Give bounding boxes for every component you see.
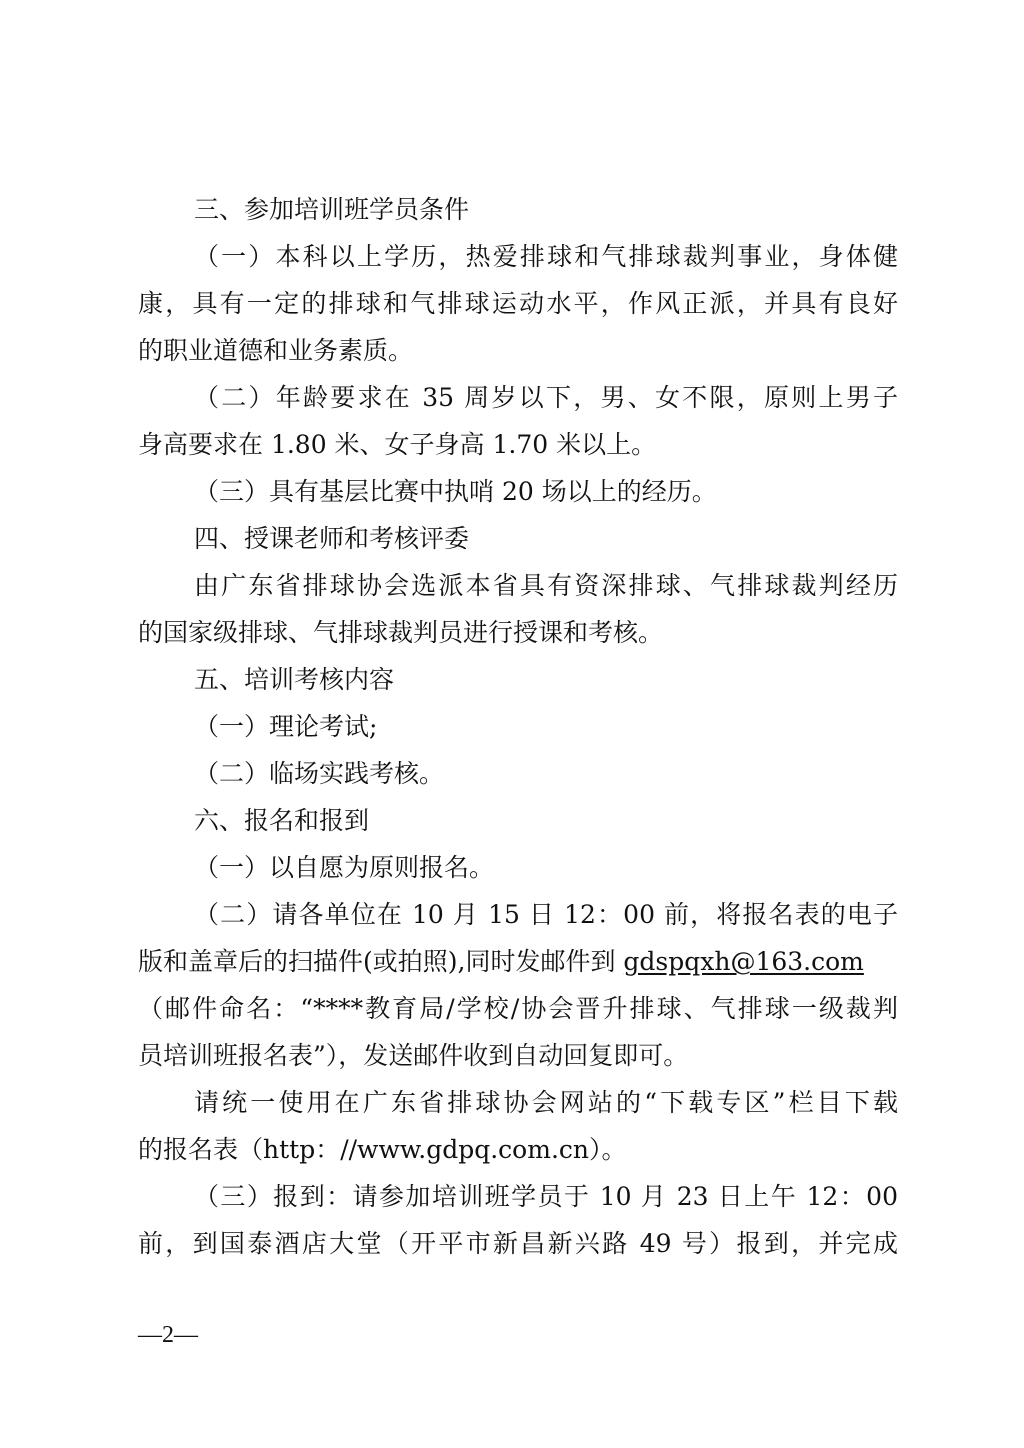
paragraph-6-3	[138, 1079, 898, 1173]
page-number: —2—	[138, 1322, 198, 1348]
paragraph-line: 身高要求在 1.80 米、女子身高 1.70 米以上。	[138, 430, 657, 459]
paragraph-line: （一）本科以上学历，热爱排球和气排球裁判事业，身体健	[194, 242, 898, 271]
section-heading-5: 五、培训考核内容	[194, 665, 395, 694]
paragraph-line: （三）报到：请参加培训班学员于 10 月 23 日上午 12：00	[194, 1182, 898, 1211]
section-heading-6: 六、报名和报到	[194, 806, 370, 835]
paragraph-6-1	[138, 844, 898, 891]
paragraph-line: 的职业道德和业务素质。	[138, 336, 414, 365]
paragraph-line: （一）以自愿为原则报名。	[194, 853, 495, 882]
paragraph-4-1	[138, 562, 898, 656]
paragraph-line: （二）年龄要求在 35 周岁以下，男、女不限，原则上男子	[194, 383, 898, 412]
paragraph-5-1	[138, 703, 898, 750]
paragraph-line: 请统一使用在广东省排球协会网站的“下载专区”栏目下载	[194, 1088, 898, 1117]
paragraph-line: 员培训班报名表”），发送邮件收到自动回复即可。	[138, 1041, 689, 1070]
section-heading-4: 四、授课老师和考核评委	[194, 524, 470, 553]
paragraph-line: （二）请各单位在 10 月 15 日 12：00 前，将报名表的电子	[194, 900, 898, 929]
paragraph-line: （二）临场实践考核。	[194, 759, 445, 788]
paragraph-line: （邮件命名：“****教育局/学校/协会晋升排球、气排球一级裁判	[138, 994, 898, 1023]
paragraph-line	[138, 938, 898, 985]
paragraph-5-2	[138, 750, 898, 797]
paragraph-line: 康，具有一定的排球和气排球运动水平，作风正派，并具有良好	[138, 289, 898, 318]
paragraph-6-4	[138, 1173, 898, 1267]
paragraph-6-2	[138, 891, 898, 1079]
document-body	[138, 186, 898, 1267]
paragraph-line: 由广东省排球协会选派本省具有资深排球、气排球裁判经历	[194, 571, 898, 600]
paragraph-3-1	[138, 233, 898, 374]
paragraph-line: （三）具有基层比赛中执哨 20 场以上的经历。	[194, 477, 717, 506]
paragraph-line: （一）理论考试;	[194, 712, 378, 741]
paragraph-line: 的国家级排球、气排球裁判员进行授课和考核。	[138, 618, 664, 647]
section-heading-3: 三、参加培训班学员条件	[194, 195, 470, 224]
paragraph-3-3	[138, 468, 898, 515]
paragraph-line: 的报名表（http：//www.gdpq.com.cn）。	[138, 1135, 627, 1164]
paragraph-line: 前，到国泰酒店大堂（开平市新昌新兴路 49 号）报到，并完成	[138, 1229, 898, 1258]
email-link[interactable]: gdspqxh@163.com	[623, 947, 864, 976]
paragraph-3-2	[138, 374, 898, 468]
paragraph-text: 版和盖章后的扫描件(或拍照),同时发邮件到	[138, 947, 624, 976]
